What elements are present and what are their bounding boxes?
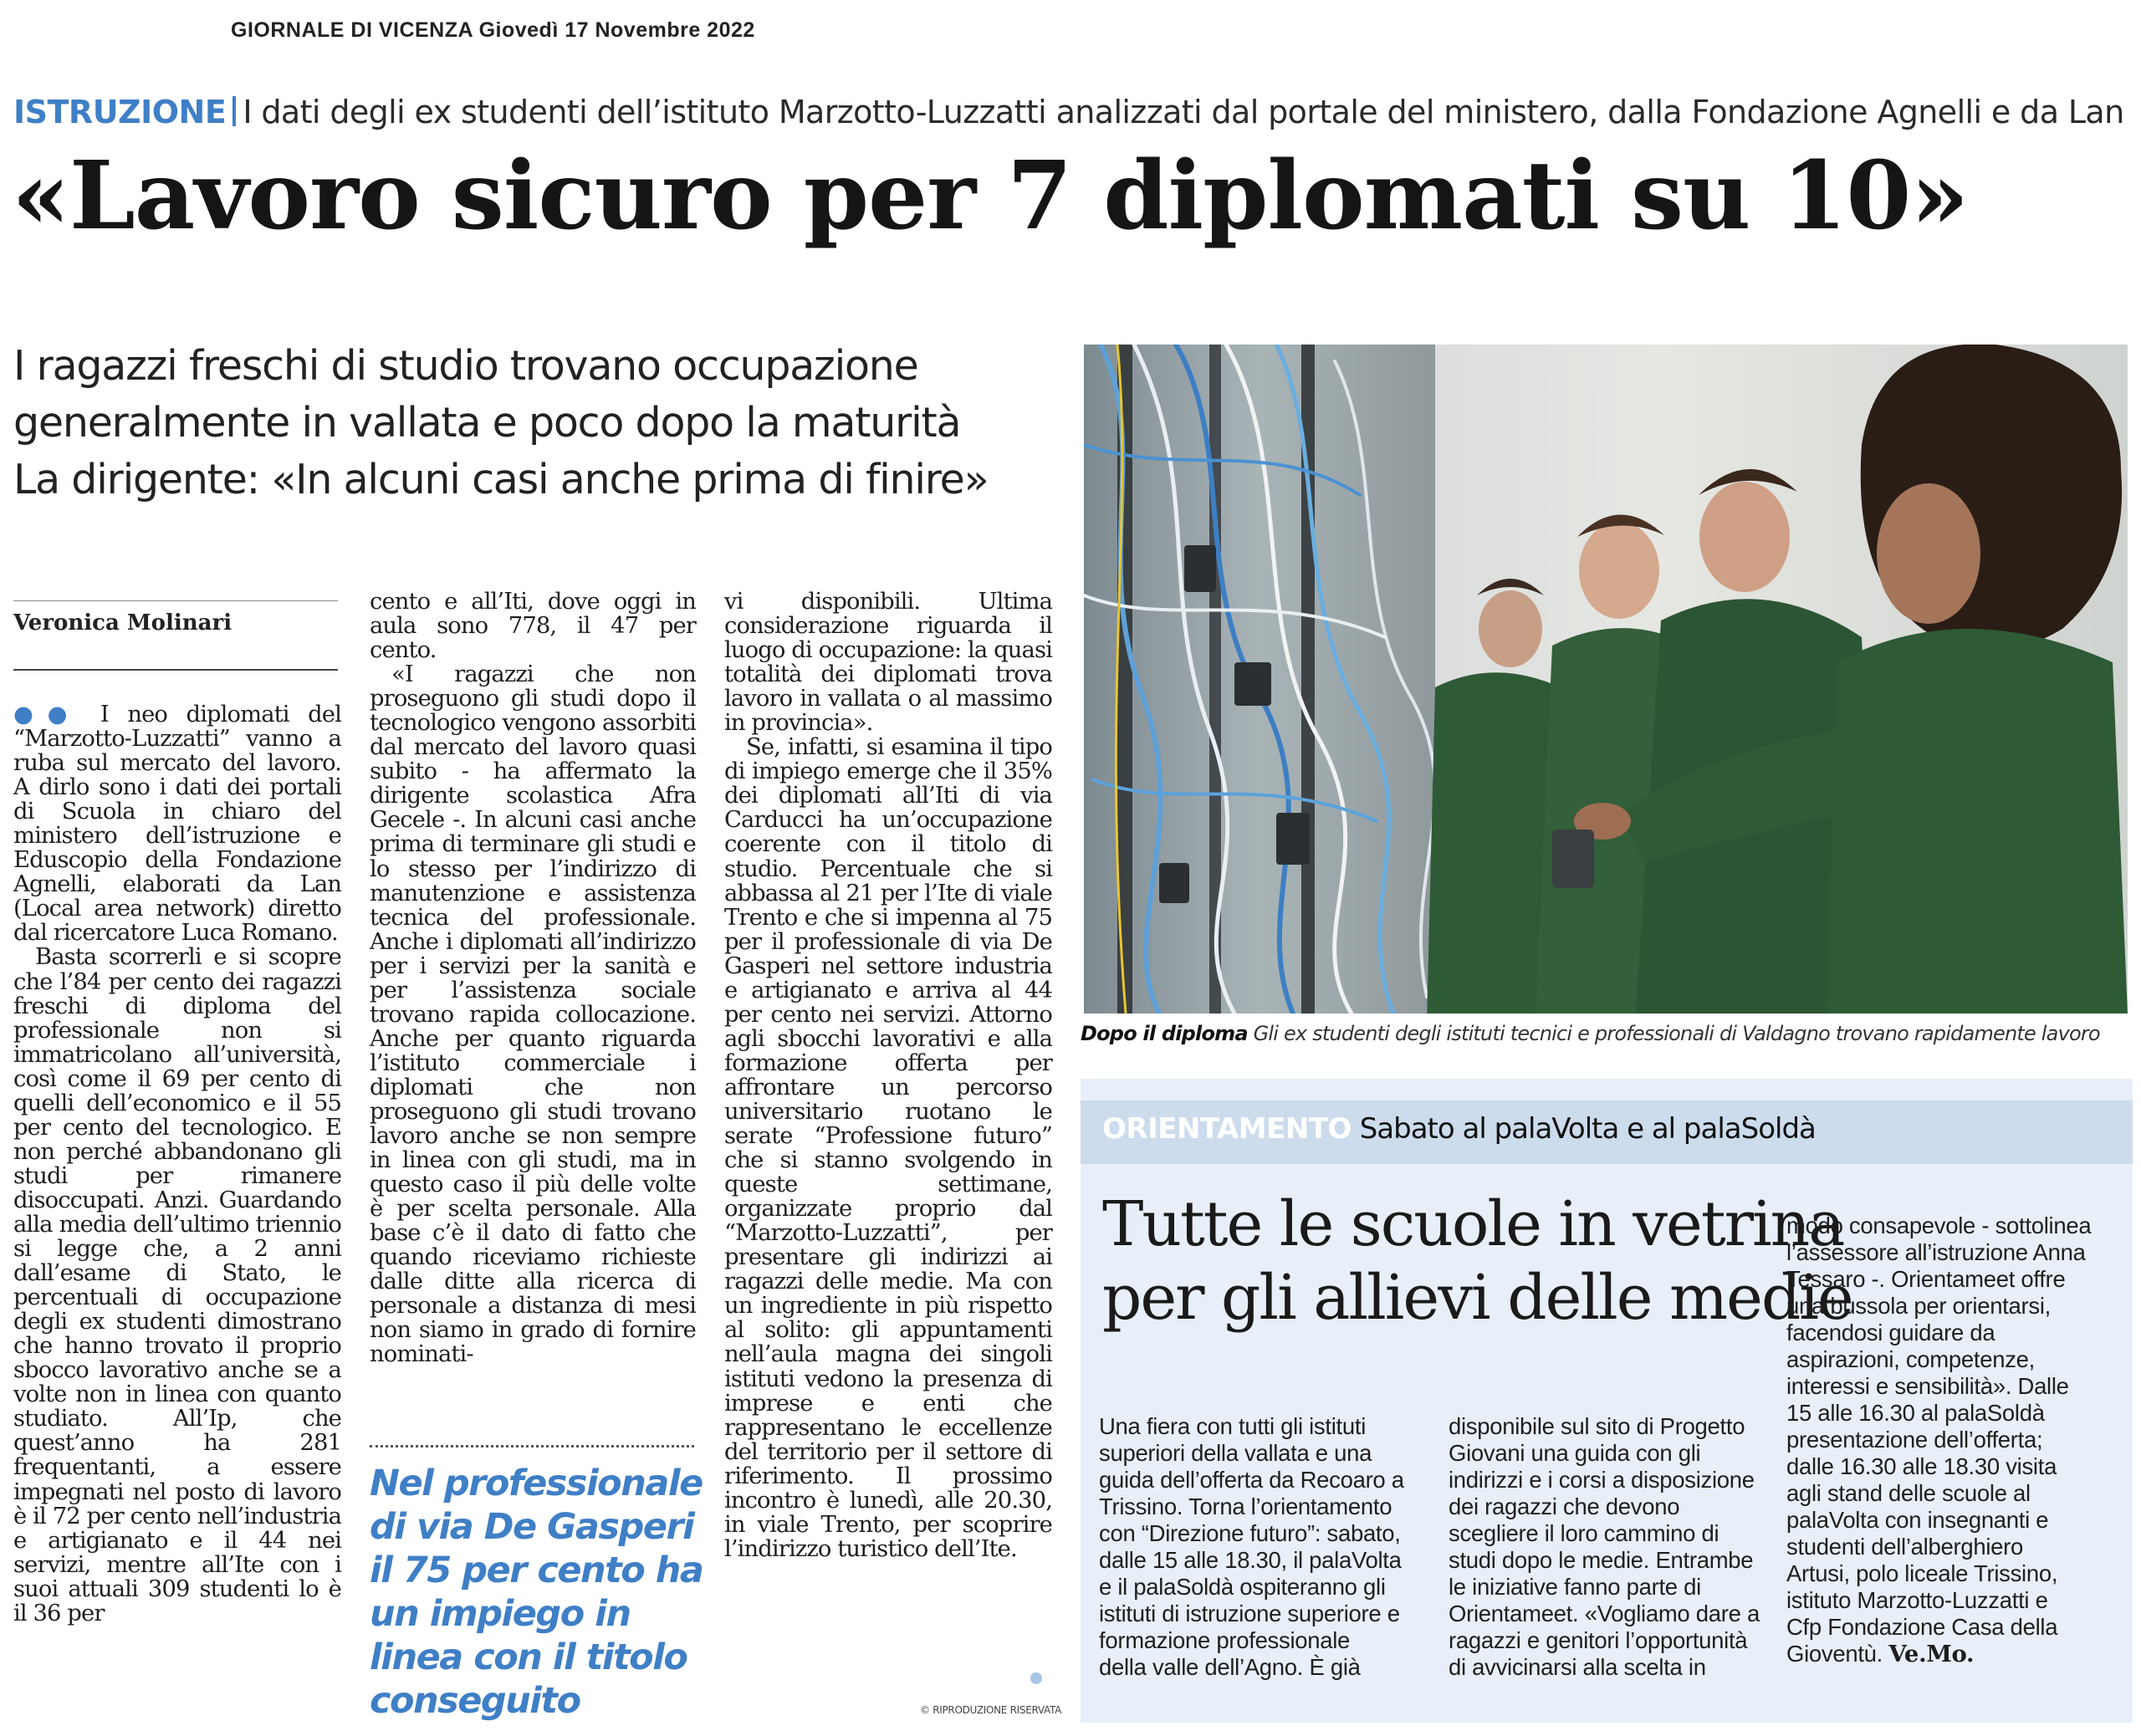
- sidebar-text-line: interessi e sensibilità». Dalle: [1786, 1373, 2069, 1399]
- sidebar-text-line: presentazione dell’offerta;: [1786, 1427, 2043, 1453]
- byline-rule: [13, 669, 338, 671]
- sidebar-text-line: istituto Marzotto-Luzzatti e: [1786, 1587, 2048, 1613]
- sidebar-text-line: della valle dell’Agno. È già: [1099, 1654, 1361, 1680]
- article-column-2: [370, 590, 696, 1367]
- sidebar-kicker-label: ORIENTAMENTO: [1102, 1112, 1352, 1146]
- sidebar-text-line: guida dell’offerta da Recoaro a: [1099, 1467, 1404, 1493]
- sidebar-kicker-text: Sabato al palaVolta e al palaSoldà: [1351, 1112, 1816, 1146]
- photo-caption: [1081, 1022, 2134, 1045]
- sidebar-column-1: [1099, 1413, 1442, 1681]
- copyright-notice: © RIPRODUZIONE RISERVATA: [920, 1704, 1061, 1716]
- section-label: ISTRUZIONE: [13, 94, 227, 130]
- sidebar-text-line: dalle 15 alle 18.30, il palaVolta: [1099, 1547, 1402, 1573]
- sidebar-text-line: disponibile sul sito di Progetto: [1449, 1413, 1745, 1439]
- sidebar-text-line: aspirazioni, competenze,: [1786, 1346, 2035, 1372]
- kicker-separator: [232, 96, 236, 126]
- headline: «Lavoro sicuro per 7 diplomati su 10»: [12, 141, 1969, 251]
- article-paragraph: cento e all’Iti, dove oggi in aula sono 778, il 47 per cento.: [370, 589, 696, 664]
- masthead: GIORNALE DI VICENZA Giovedì 17 Novembre 2022: [231, 18, 755, 42]
- byline: Veronica Molinari: [13, 610, 232, 636]
- sidebar-text-line: dalle 16.30 alle 18.30 visita: [1786, 1453, 2057, 1479]
- sidebar-text-line: ragazzi e genitori l’opportunità: [1449, 1627, 1748, 1653]
- sidebar-text-line: istituti di istruzione superiore e: [1099, 1601, 1400, 1626]
- sidebar-text-line: Orientameet. «Vogliamo dare a: [1449, 1601, 1760, 1626]
- sidebar-text-line: di avvicinarsi alla scelta in: [1449, 1654, 1706, 1680]
- sidebar-text-line: l’assessore all’istruzione Anna: [1786, 1239, 2086, 1265]
- sidebar-text-line: una bussola per orientarsi,: [1786, 1293, 2051, 1319]
- sidebar-title: [1102, 1187, 1852, 1335]
- sidebar-text-line: formazione professionale: [1099, 1627, 1351, 1653]
- kicker-text: I dati degli ex studenti dell’istituto Marzotto-Luzzatti analizzati dal portale del ministero, dalla Fondazione Agnelli e da Lan: [243, 94, 2124, 130]
- pullquote: Nel professionale di via De Gasperi il 75 per cento ha un impiego in linea con il titolo conseguito: [370, 1463, 703, 1722]
- sidebar-text-line: studenti dell’alberghiero: [1786, 1534, 2023, 1560]
- caption-text: Gli ex studenti degli istituti tecnici e professionali di Valdagno trovano rapidamente lavoro: [1247, 1022, 2100, 1045]
- article-paragraph: vi disponibili. Ultima considerazione riguarda il luogo di occupazione: la quasi totalità dei diplomati trova lavoro in vallata o al massimo in provincia».: [724, 589, 1052, 737]
- sidebar-text-line: con “Direzione futuro”: sabato,: [1099, 1520, 1401, 1546]
- sidebar-title-line: Tutte le scuole in vetrina: [1102, 1188, 1844, 1260]
- subheadline-line: generalmente in vallata e poco dopo la maturità: [13, 399, 961, 447]
- sidebar-text-line: palaVolta con insegnanti e: [1786, 1507, 2049, 1533]
- sidebar-kicker: [1102, 1112, 1816, 1146]
- article-column-3: [724, 590, 1052, 1561]
- sidebar-text-line: Trissino. Torna l’orientamento: [1099, 1493, 1392, 1519]
- byline-rule: [13, 600, 338, 601]
- sidebar-text-line: scegliere il loro cammino di: [1449, 1520, 1719, 1546]
- section-kicker: [13, 94, 2129, 130]
- sidebar-text-line: 15 alle 16.30 al palaSoldà: [1786, 1400, 2045, 1426]
- sidebar-text-line: Giovani una guida con gli: [1449, 1440, 1701, 1466]
- sidebar-column-3: [1786, 1213, 2129, 1667]
- sidebar-text-line: studi dopo le medie. Entrambe: [1449, 1547, 1754, 1573]
- sidebar-text-line: Gioventù. Ve.Mo.: [1786, 1641, 1975, 1667]
- lead-bullets: ●●: [13, 702, 82, 728]
- end-of-article-dot: [1030, 1672, 1042, 1684]
- sidebar-text-line: le iniziative fanno parte di: [1449, 1574, 1701, 1600]
- sidebar-text-line: facendosi guidare da: [1786, 1320, 1995, 1345]
- article-paragraph: «I ragazzi che non proseguono gli studi dopo il tecnologico vengono assorbiti dal mercato del lavoro quasi subito - ha affermato la dirigente scolastica Afra Gecele -. In alcuni casi anche prima di terminare gli studi e lo stesso per l’indirizzo di manutenzione e assistenza tecnica del professionale. Anche i diplomati all’indirizzo per i servizi per la sanità e per l’assistenza sociale trovano rapida collocazione. Anche per quanto riguarda l’istituto commerciale i diplomati che non proseguono gli studi trovano lavoro anche se non sempre in linea con gli studi, ma in questo caso il più delle volte è per scelta personale. Alla base c’è il dato di fatto che quando riceviamo richieste dalle ditte alla ricerca di personale a distanza di mesi non siamo in grado di fornire nominati-: [370, 661, 696, 1368]
- subheadline-line: La dirigente: «In alcuni casi anche prima di finire»: [13, 456, 989, 503]
- sidebar-text-line: Artusi, polo liceale Trissino,: [1786, 1560, 2058, 1586]
- article-paragraph: Se, infatti, si esamina il tipo di impiego emerge che il 35% dei diplomati all’Iti di via Carducci ha un’occupazione coerente con il titolo di studio. Percentuale che si abbassa al 21 per l’Ite di viale Trento e che si impenna al 75 per il professionale di via De Gasperi nel settore industria e artigianato e arriva al 44 per cento nei servizi. Attorno agli sbocchi lavorativi e alla formazione offerta per affrontare un percorso universitario ruotano le serate “Professione futuro” che si stanno svolgendo in queste settimane, organizzate proprio dal “Marzotto-Luzzatti”, per presentare gli indirizzi ai ragazzi delle medie. Ma con un ingrediente in più rispetto al solito: gli appuntamenti nell’aula magna dei singoli istituti vedono la presenza di imprese e enti che rappresentano le eccellenze del territorio per il settore di riferimento. Il prossimo incontro è lunedì, alle 20.30, in viale Trento, per scoprire l’indirizzo turistico dell’Ite.: [724, 734, 1052, 1562]
- sidebar-text-line: agli stand delle scuole al: [1786, 1480, 2031, 1506]
- caption-label: Dopo il diploma: [1081, 1022, 1248, 1045]
- article-column-1: [13, 702, 341, 1626]
- sidebar-text-line: superiori della vallata e una: [1099, 1440, 1372, 1466]
- sidebar-text-line: Tessaro -. Orientameet offre: [1786, 1266, 2066, 1292]
- sidebar-text-line: modo consapevole - sottolinea: [1786, 1213, 2092, 1238]
- sidebar-text-line: indirizzi e i corsi a disposizione: [1449, 1467, 1755, 1493]
- sidebar-column-2: [1449, 1413, 1791, 1681]
- pullquote-rule: [370, 1445, 694, 1448]
- sidebar-signature: Ve.Mo.: [1888, 1641, 1975, 1667]
- article-photo: [1084, 345, 2128, 1014]
- sidebar-text-line: dei ragazzi che devono: [1449, 1493, 1680, 1519]
- article-paragraph: ●● I neo diplomati del “Marzotto-Luzzatti” vanno a ruba sul mercato del lavoro. A dirlo sono i dati dei portali di Scuola in chiaro del ministero dell’istruzione e Eduscopio della Fondazione Agnelli, elaborati da Lan (Local area network) diretto dal ricercatore Luca Romano.: [13, 702, 341, 947]
- subheadline-line: I ragazzi freschi di studio trovano occupazione: [13, 342, 918, 390]
- subheadline: [13, 338, 1059, 508]
- sidebar-text-line: Una fiera con tutti gli istituti: [1099, 1413, 1367, 1439]
- sidebar-text-line: e il palaSoldà ospiteranno gli: [1099, 1574, 1386, 1600]
- sidebar-text-line: Cfp Fondazione Casa della: [1786, 1614, 2058, 1640]
- article-paragraph: Basta scorrerli e si scopre che l’84 per cento dei ragazzi freschi di diploma del professionale non si immatricolano all’università, così come il 69 per cento di quelli dell’economico e il 55 per cento del tecnologico. E non perché abbandonano gli studi per rimanere disoccupati. Anzi. Guardando alla media dell’ultimo triennio si legge che, a 2 anni dall’esame di Stato, le percentuali di occupazione degli ex studenti dimostrano che hanno trovato il proprio sbocco lavorativo anche se a volte non in linea con quanto studiato. All’Ip, che quest’anno ha 281 frequentanti, a essere impegnati nel posto di lavoro è il 72 per cento nell’industria e artigianato e il 44 nei servizi, mentre all’Ite con i suoi attuali 309 studenti lo è il 36 per: [13, 944, 341, 1626]
- sidebar-title-line: per gli allievi delle medie: [1102, 1262, 1852, 1334]
- lab-students-illustration: [1084, 345, 2128, 1014]
